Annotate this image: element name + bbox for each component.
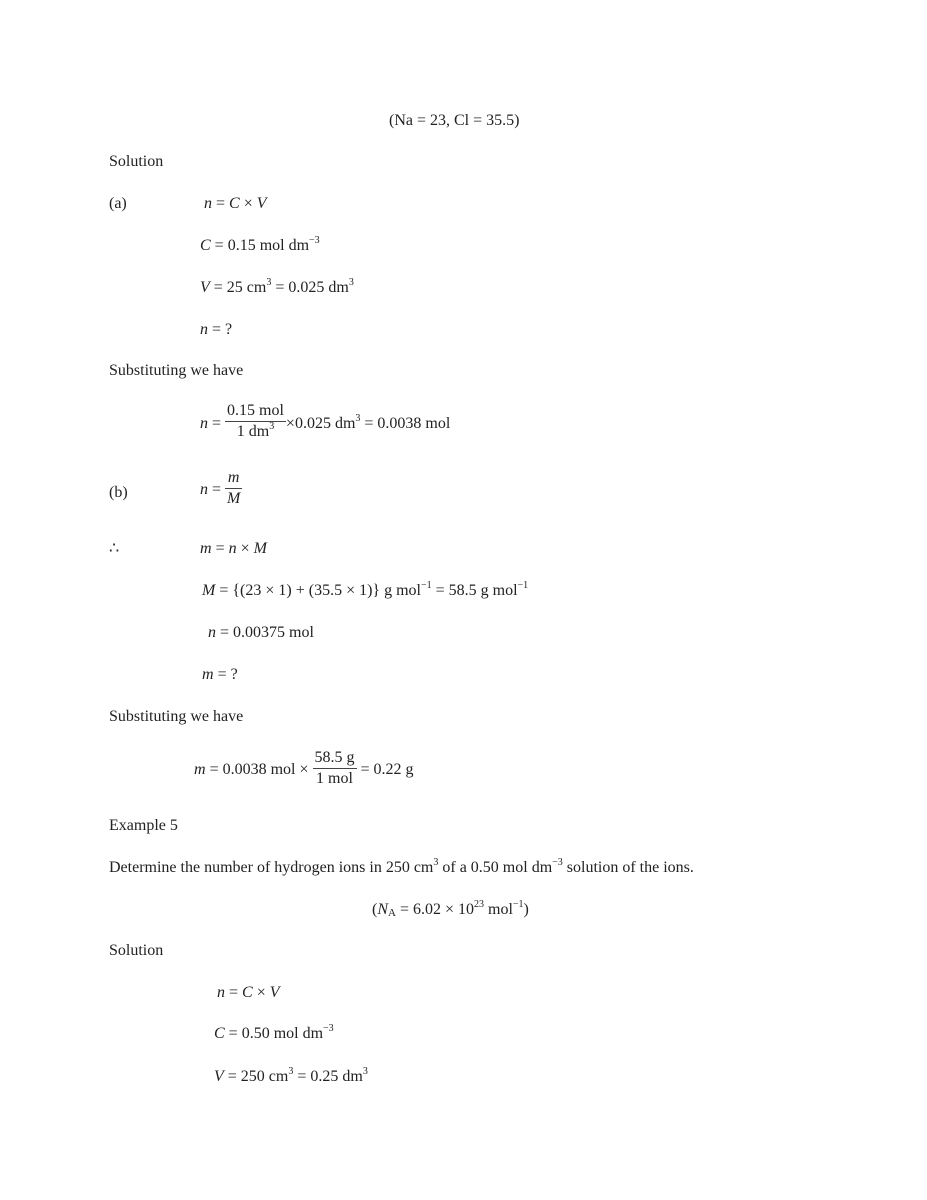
calculation-m: m = 0.0038 mol × $\frac{58.5 g}{\text{1 mol}}$ = 0.22 g (194, 749, 414, 787)
unknown-n-line: n = ? (200, 321, 233, 338)
fraction: $\frac{m}{M}$ (227, 469, 241, 507)
solution-heading: Solution (109, 153, 164, 170)
example-heading: Example 5 (109, 817, 178, 834)
formula-m-nM: m = n × M (200, 540, 267, 557)
concentration-line: C = 0.15 mol $dm^{-3}$ (200, 235, 320, 254)
part-b-label: (b) (109, 484, 128, 501)
formula-n-cv: n = C × V (204, 195, 267, 212)
formula-n-cv: n = C × V (217, 984, 280, 1001)
therefore-symbol: ∴ (109, 540, 120, 557)
volume-line: V = 250 $cm^3 = 0.25$ $dm^3$ (214, 1066, 368, 1085)
fraction: $\frac{58.5 g}{\text{1 mol}}$ (314, 749, 355, 787)
volume-line: V = 25 $cm^3 = 0.025$ $dm^3$ (200, 277, 354, 296)
calculation-n: n = $\frac{\text{0.15 mol}}{1 dm^3}$ ×0.025 $dm^3 = 0.0038$ mol (200, 403, 450, 446)
molar-mass-line: M = {(23 × 1) + (35.5 × 1)} g mol$^{-1}$ = 58.5 g mol$^{-1}$ (202, 580, 529, 599)
given-atomic-masses: (Na = 23, Cl = 35.5) (389, 112, 520, 129)
fraction: $\frac{\text{0.15 mol}}{1 dm^3}$ (227, 402, 284, 440)
concentration-line: C = 0.50 mol $dm^{-3}$ (214, 1023, 334, 1042)
solution-heading: Solution (109, 942, 164, 959)
example-question: Determine the number of hydrogen ions in 250 $cm^3$ of a 0.50 mol $dm^{-3}$ solution of the ions. (109, 857, 694, 876)
formula-n-m-over-M: n = $\frac{m}{M}$ (200, 469, 241, 507)
unknown-m-line: m = ? (202, 666, 238, 683)
substituting-text: Substituting we have (109, 362, 244, 379)
n-value-line: n = 0.00375 mol (208, 624, 314, 641)
part-a-label: (a) (109, 195, 127, 212)
avogadro-constant: ($NA = 6.02 \times 10^{23}$ mol$^{-1}$) (372, 899, 529, 919)
substituting-text: Substituting we have (109, 708, 244, 725)
